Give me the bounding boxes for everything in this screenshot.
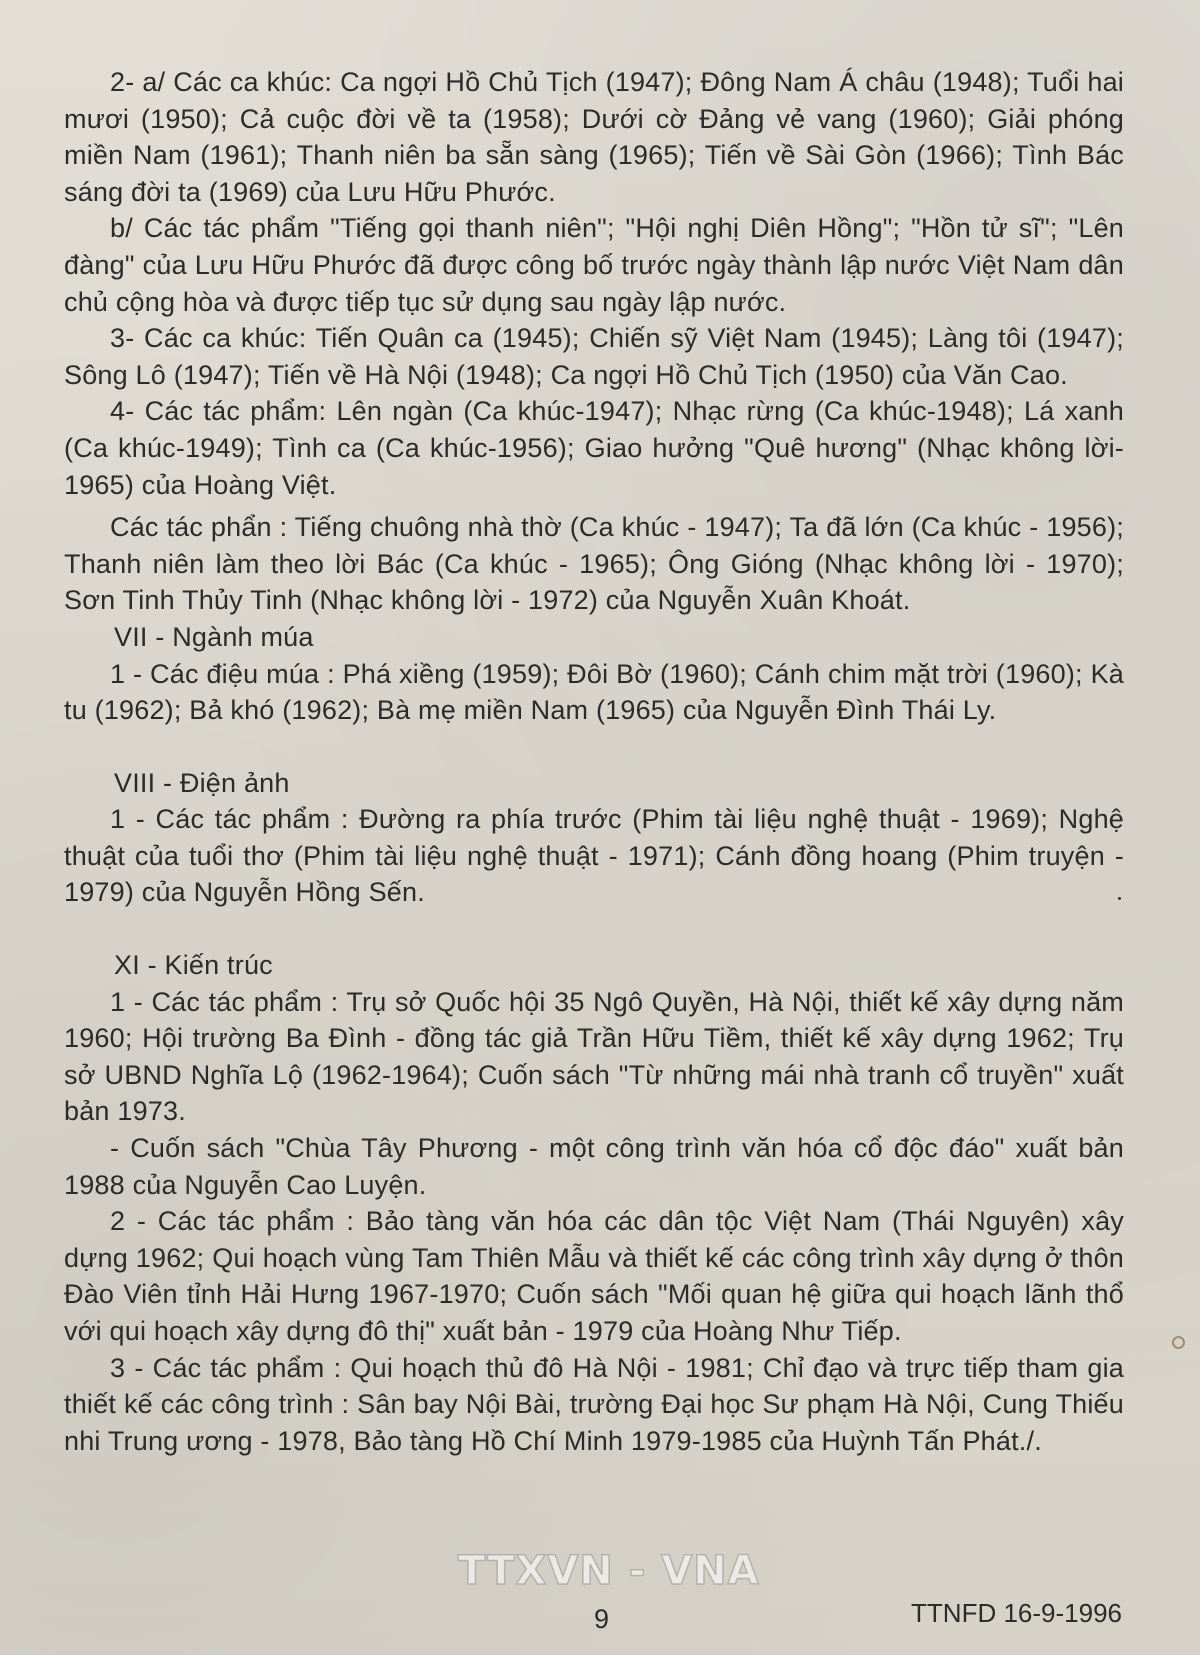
section-heading-dance: VII - Ngành múa — [114, 621, 314, 652]
ink-dot-mark — [1118, 897, 1121, 900]
paragraph-film-nguyen-hong-sen: 1 - Các tác phẩm : Đường ra phía trước (Phim tài liệu nghệ thuật - 1969); Nghệ thuật của tuổi thơ (Phim tài liệu nghệ thuật - 1971); Cánh đồng hoang (Phim truyện - 1979) của Nguyễn Hồng Sến. — [64, 804, 1124, 908]
spacer — [64, 911, 1124, 947]
paragraph-architecture-huynh-tan-phat: 3 - Các tác phẩm : Qui hoạch thủ đô Hà Nội - 1981; Chỉ đạo và trực tiếp tham gia thiết kế các công trình : Sân bay Nội Bài, trường Đại học Sư phạm Hà Nội, Cung Thiếu nhi Trung ương - 1978, Bảo tàng Hồ Chí Minh 1979-1985 của Huỳnh Tấn Phát./. — [64, 1352, 1124, 1456]
paragraph-dance-nguyen-dinh-thai-ly: 1 - Các điệu múa : Phá xiềng (1959); Đôi Bờ (1960); Cánh chim mặt trời (1960); Kà tu (1962); Bả khó (1962); Bà mẹ miền Nam (1965) của Nguyễn Đình Thái Ly. — [64, 658, 1124, 726]
spacer — [64, 729, 1124, 765]
paragraph-music-hoang-viet: 4- Các tác phẩm: Lên ngàn (Ca khúc-1947); Nhạc rừng (Ca khúc-1948); Lá xanh (Ca khúc-1949); Tình ca (Ca khúc-1956); Giao hưởng "Quê hương" (Nhạc không lời-1965) của Hoàng Việt. — [64, 396, 1124, 500]
paper-hole-mark — [1172, 1336, 1185, 1349]
footer-document-code: TTNFD 16-9-1996 — [911, 1598, 1122, 1628]
watermark-logo: TTXVN - VNA — [458, 1548, 760, 1594]
paragraph-music-luu-huu-phuoc-works: b/ Các tác phẩm "Tiếng gọi thanh niên"; "Hội nghị Diên Hồng"; "Hồn tử sĩ"; "Lên đàng" của Lưu Hữu Phước đã được công bố trước ngày thành lập nước Việt Nam dân chủ cộng hòa và được tiếp tục sử dụng sau ngày lập nước. — [64, 213, 1124, 317]
paragraph-music-van-cao: 3- Các ca khúc: Tiến Quân ca (1945); Chiến sỹ Việt Nam (1945); Làng tôi (1947); Sông Lô (1947); Tiến về Hà Nội (1948); Ca ngợi Hồ Chủ Tịch (1950) của Văn Cao. — [64, 323, 1124, 390]
section-heading-architecture: XI - Kiến trúc — [114, 950, 273, 981]
paragraph-music-nguyen-xuan-khoat: Các tác phẩn : Tiếng chuông nhà thờ (Ca khúc - 1947); Ta đã lớn (Ca khúc - 1956); Thanh niên làm theo lời Bác (Ca khúc - 1965); Ông Gióng (Nhạc không lời - 1970); Sơn Tinh Thủy Tinh (Nhạc không lời - 1972) của Nguyễn Xuân Khoát. — [64, 512, 1124, 616]
paragraph-music-luu-huu-phuoc-songs: 2- a/ Các ca khúc: Ca ngợi Hồ Chủ Tịch (1947); Đông Nam Á châu (1948); Tuổi hai mươi (1950); Cả cuộc đời về ta (1958); Dưới cờ Đảng vẻ vang (1960); Giải phóng miền Nam (1961); Thanh niên ba sẵn sàng (1965); Tiến về Sài Gòn (1966); Tình Bác sáng đời ta (1969) của Lưu Hữu Phước. — [64, 67, 1124, 207]
page-number: 9 — [594, 1604, 610, 1634]
paragraph-architecture-nguyen-cao-luyen-book: - Cuốn sách "Chùa Tây Phương - một công trình văn hóa cổ độc đáo" xuất bản 1988 của Nguyễn Cao Luyện. — [64, 1133, 1124, 1200]
section-heading-film: VIII - Điện ảnh — [114, 767, 290, 798]
paragraph-architecture-nguyen-cao-luyen-works: 1 - Các tác phẩm : Trụ sở Quốc hội 35 Ngô Quyền, Hà Nội, thiết kế xây dựng năm 1960; Hội trường Ba Đình - đồng tác giả Trần Hữu Tiềm, thiết kế xây dựng 1962; Trụ sở UBND Nghĩa Lộ (1962-1964); Cuốn sách "Từ những mái nhà tranh cổ truyền" xuất bản 1973. — [64, 986, 1124, 1127]
paragraph-architecture-hoang-nhu-tiep: 2 - Các tác phẩm : Bảo tàng văn hóa các dân tộc Việt Nam (Thái Nguyên) xây dựng 1962; Qui hoạch vùng Tam Thiên Mẫu và thiết kế các công trình xây dựng ở thôn Đào Viên tỉnh Hải Hưng 1967-1970; Cuốn sách "Mối quan hệ giữa qui hoạch lãnh thổ với qui hoạch xây dựng đô thị" xuất bản - 1979 của Hoàng Như Tiếp. — [64, 1206, 1124, 1346]
document-body — [64, 64, 1124, 1459]
